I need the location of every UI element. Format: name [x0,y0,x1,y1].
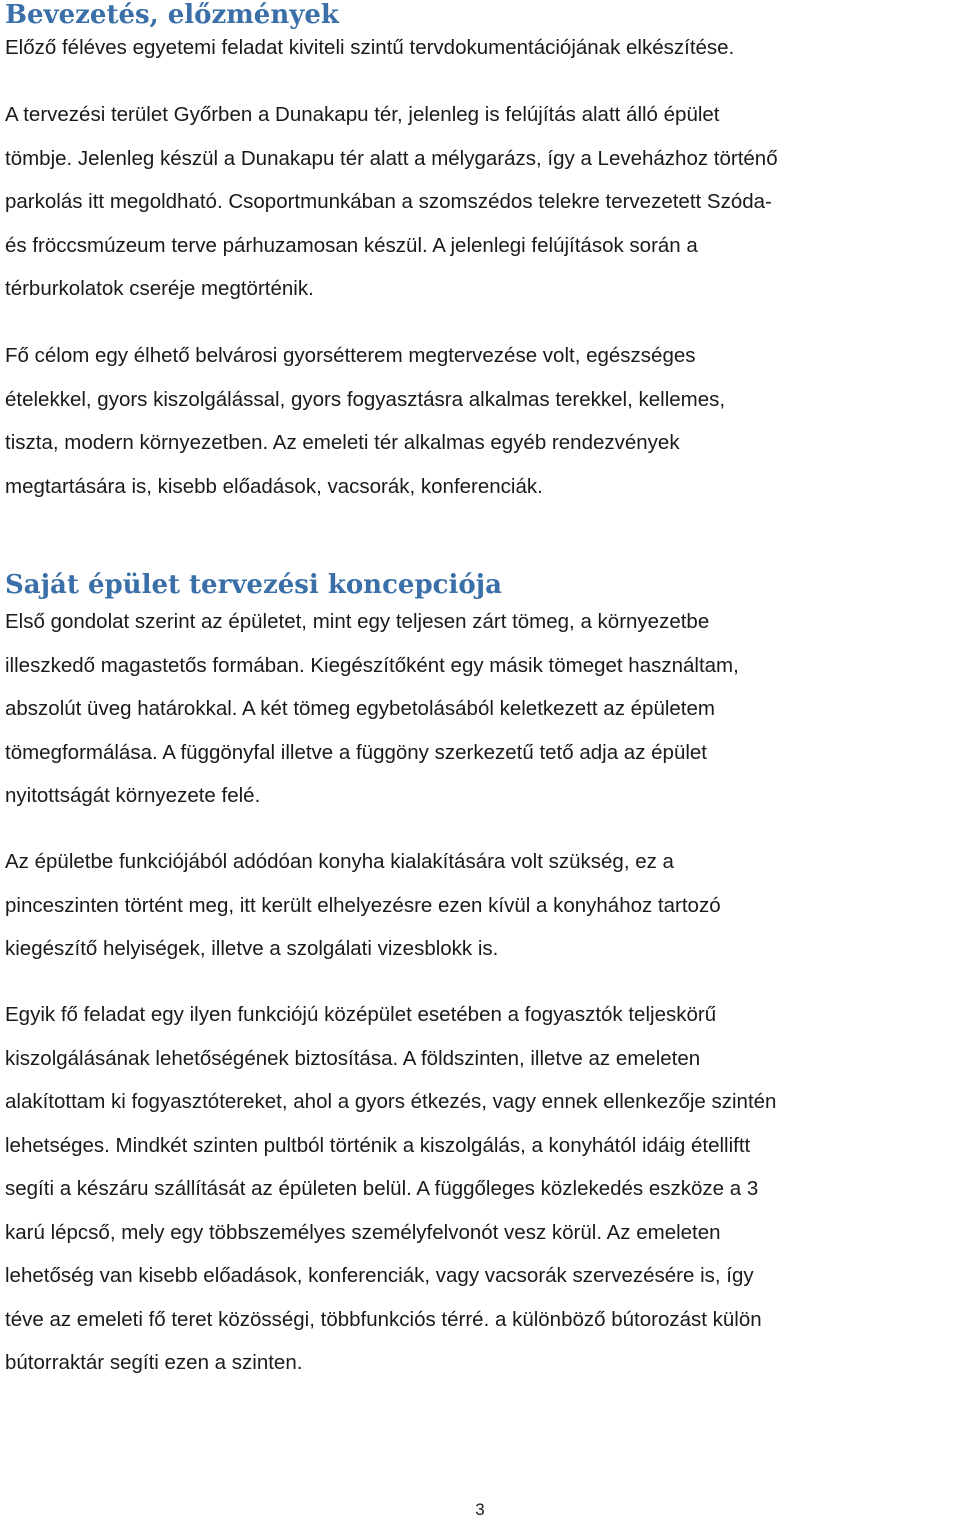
text-line: Első gondolat szerint az épületet, mint egy teljesen zárt tömeg, a környezetbe [5,610,710,633]
text-line: pinceszinten történt meg, itt került elhelyezésre ezen kívül a konyhához tartozó [5,893,721,917]
text-line: lehetséges. Mindkét szinten pultból történik a kiszolgálás, a konyhától idáig ételliftt [5,1133,751,1157]
paragraph [5,26,958,70]
text-line: kiegészítő helyiségek, illetve a szolgálati vizesblokk is. [5,937,499,960]
text-line: parkolás itt megoldható. Csoportmunkában a szomszédos telekre tervezetett Szóda- [5,190,772,213]
text-line: tömbje. Jelenleg készül a Dunakapu tér alatt a mélygarázs, így a Leveházhoz történő [5,146,778,170]
text-line: és fröccsmúzeum terve párhuzamosan készül. A jelenlegi felújítások során a [5,233,698,257]
text-line: ételekkel, gyors kiszolgálással, gyors fogyasztásra alkalmas terekkel, kellemes, [5,387,726,411]
paragraph [5,93,958,311]
text-line: tömegformálása. A függönyfal illetve a függöny szerkezetű tető adja az épület [5,740,707,764]
text-line: illeszkedő magastetős formában. Kiegészítőként egy másik tömeget használtam, [5,653,739,677]
text-line: segíti a készáru szállítását az épületen belül. A függőleges közlekedés eszköze a 3 [5,1177,759,1200]
paragraph [5,334,958,508]
section-heading-introduction: Bevezetés, előzmények [5,0,339,30]
text-line: kiszolgálásának lehetőségének biztosítása. A földszinten, illetve az emeleten [5,1046,701,1070]
text-line: térburkolatok cseréje megtörténik. [5,277,314,300]
page-number: 3 [475,1500,485,1519]
paragraph [5,993,958,1385]
text-line: nyitottságát környezete felé. [5,784,261,807]
text-line: Fő célom egy élhető belvárosi gyorsétterem megtervezése volt, egészséges [5,344,696,367]
text-line: abszolút üveg határokkal. A két tömeg egybetolásából keletkezett az épületem [5,697,715,720]
paragraph [5,840,958,971]
text-line: karú lépcső, mely egy többszemélyes személyfelvonót vesz körül. Az emeleten [5,1220,721,1244]
text-line: bútorraktár segíti ezen a szinten. [5,1351,303,1374]
text-line: lehetőség van kisebb előadások, konferenciák, vagy vacsorák szervezésére is, így [5,1264,754,1287]
paragraph [5,600,958,818]
text-line: tiszta, modern környezetben. Az emeleti tér alkalmas egyéb rendezvények [5,431,680,454]
text-line: Egyik fő feladat egy ilyen funkciójú középület esetében a fogyasztók teljeskörű [5,1003,717,1026]
text-line: Előző féléves egyetemi feladat kiviteli szintű tervdokumentációjának elkészítése. [5,36,735,59]
section-heading-concept: Saját épület tervezési koncepciója [5,570,502,600]
text-line: Az épületbe funkciójából adódóan konyha kialakítására volt szükség, ez a [5,850,674,873]
text-line: téve az emeleti fő teret közösségi, többfunkciós térré. a különböző bútorozást külön [5,1307,762,1331]
text-line: alakítottam ki fogyasztótereket, ahol a gyors étkezés, vagy ennek ellenkezője szintén [5,1090,777,1113]
text-line: A tervezési terület Győrben a Dunakapu tér, jelenleg is felújítás alatt álló épület [5,103,720,126]
text-line: megtartására is, kisebb előadások, vacsorák, konferenciák. [5,474,543,498]
